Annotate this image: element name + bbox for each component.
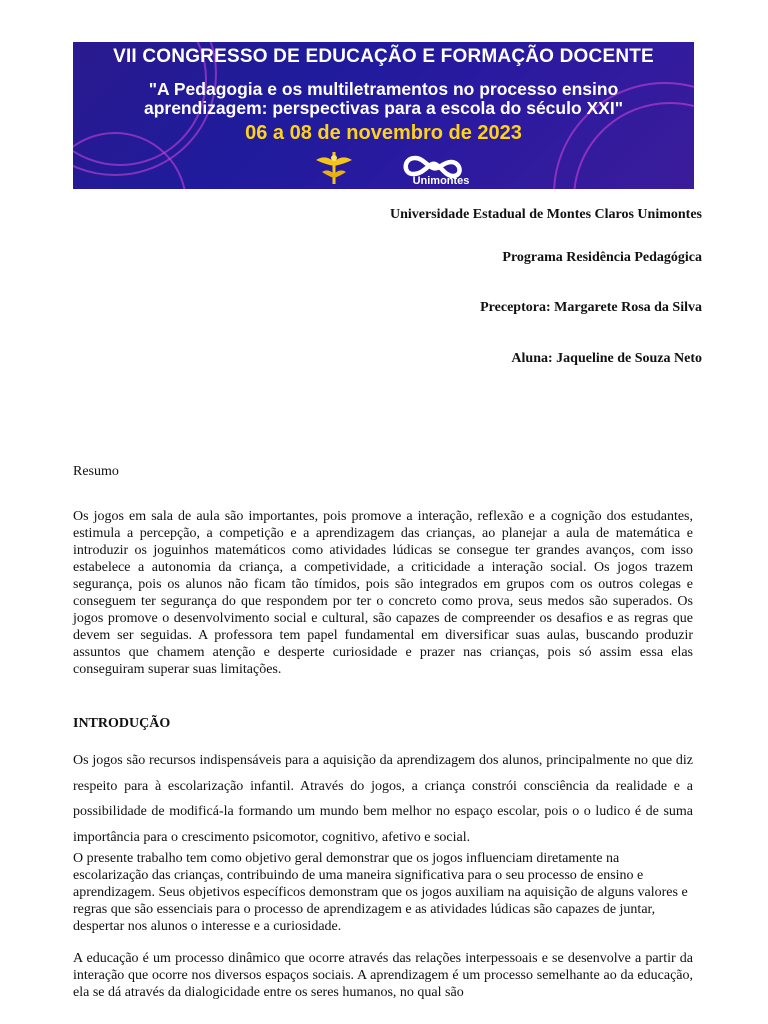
banner-subtitle: [73, 80, 694, 118]
abstract-label: Resumo: [73, 464, 119, 479]
banner-subtitle-line: aprendizagem: perspectivas para a escola do século XXI": [143, 98, 624, 118]
introduction-paragraph: A educação é um processo dinâmico que ocorre através das relações interpessoais e se desenvolve a partir da interação que ocorre nos diversos espaços sociais. A aprendizagem é um processo semelhante ao da educação, ela se dá através da dialogicidade entre os seres humanos, no qual são: [73, 951, 693, 1000]
preceptor-name: Preceptora: Margarete Rosa da Silva: [480, 300, 702, 315]
conference-banner: [73, 42, 694, 189]
program-name: Programa Residência Pedagógica: [502, 250, 702, 265]
introduction-paragraph: Os jogos são recursos indispensáveis para a aquisição da aprendizagem dos alunos, principalmente no que diz respeito para à escolarização infantil. Através do jogos, a criança constrói consciência da realidade e a possibilidade de modificá-la formando um mundo bem melhor no espaço escolar, pois o o ludico é de suma importância para o crescimento psicomotor, cognitivo, afetivo e social.: [73, 753, 693, 845]
student-name: Aluna: Jaqueline de Souza Neto: [511, 351, 702, 366]
banner-dates: 06 a 08 de novembro de 2023: [245, 122, 522, 144]
unimontes-logo-text: Unimontes: [412, 175, 470, 187]
banner-subtitle-line: "A Pedagogia e os multiletramentos no processo ensino: [148, 79, 619, 99]
banner-title: VII CONGRESSO DE EDUCAÇÃO E FORMAÇÃO DOCENTE: [113, 46, 654, 67]
crest-emblem-icon: [312, 150, 356, 186]
abstract-text: Os jogos em sala de aula são importantes, pois promove a interação, reflexão e a cognição dos estudantes, estimula a percepção, a competição e a aprendizagem das crianças, ao planejar a aula de matemática e introduzir os joguinhos matemáticos como atividades lúdicas se consegue ter grandes avanços, com isso estabelece a autonomia da criança, a competividade, a criticidade a interação social. Os jogos trazem segurança, pois os alunos não ficam tão tímidos, pois são integrados em grupos com os outros colegas e conseguem ter segurança do que respondem por ter o concreto como prova, seus medos são superados. Os jogos promove o desenvolvimento social e cultural, são capazes de compreender os desafios e as regras que devem ser seguidas. A professora tem papel fundamental em diversificar suas aulas, buscando produzir assuntos que chamem atenção e desperte curiosidade e prazer nas crianças, pois só assim essa elas conseguiram superar suas limitações.: [73, 509, 693, 677]
introduction-paragraph: O presente trabalho tem como objetivo geral demonstrar que os jogos influenciam diretamente na escolarização das crianças, contribuindo de uma maneira significativa para o seu processo de ensino e aprendizagem. Seus objetivos específicos demonstram que os jogos auxiliam na aquisição de alguns valores e regras que são essenciais para o processo de aprendizagem e as atividades lúdicas são capazes de juntar, despertar nos alunos o interesse e a curiosidade.: [73, 851, 688, 934]
university-name: Universidade Estadual de Montes Claros Unimontes: [389, 207, 702, 222]
introduction-heading: INTRODUÇÃO: [73, 716, 171, 731]
